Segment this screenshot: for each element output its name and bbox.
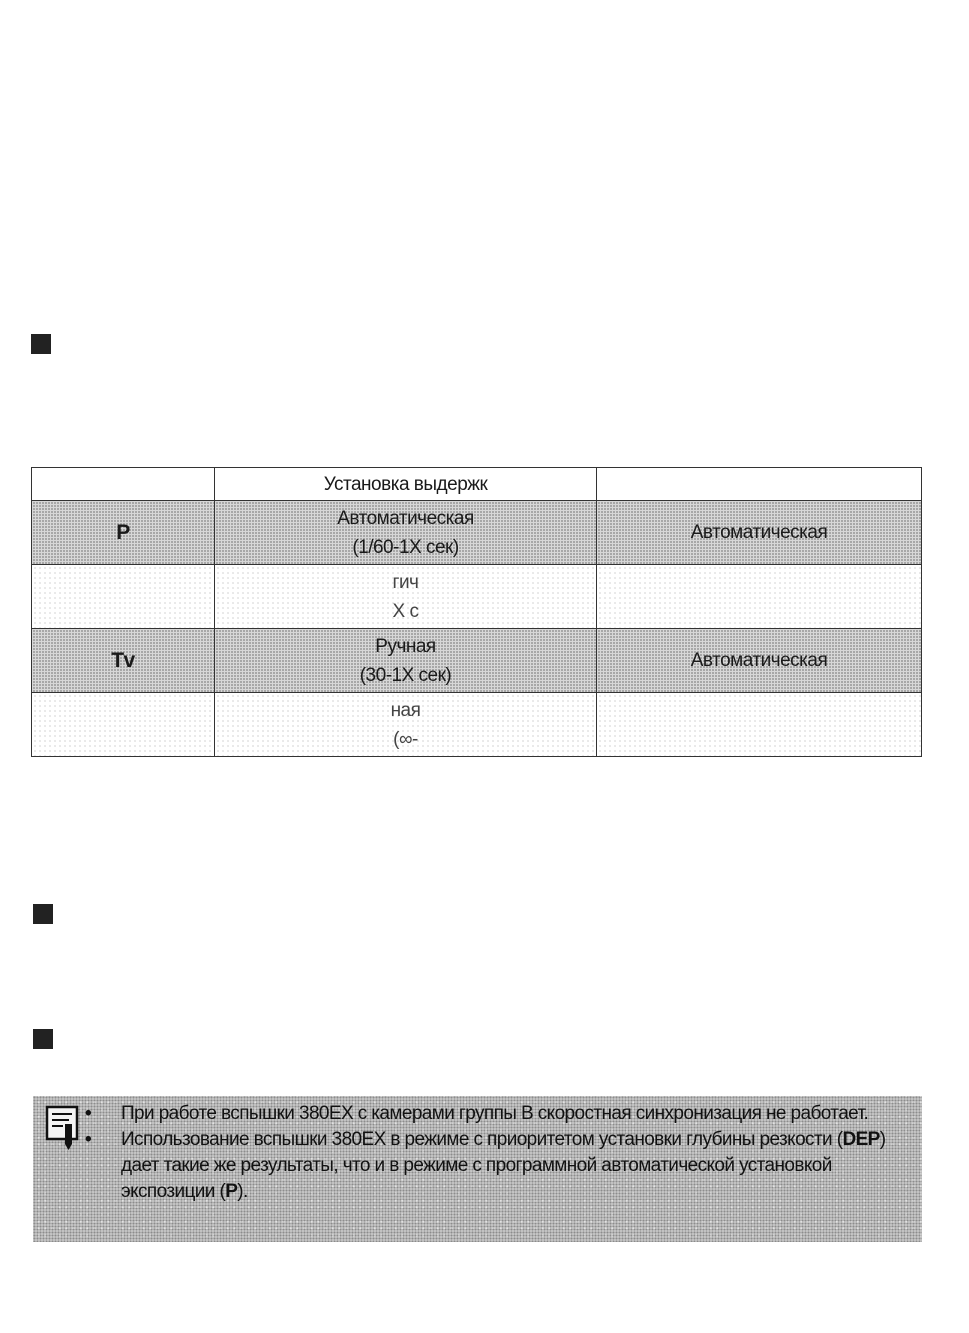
- shutter-line: Ручная: [375, 635, 436, 657]
- mode-cell: [32, 501, 215, 565]
- header-cell-mode: [32, 468, 215, 501]
- shutter-cell: [215, 501, 597, 565]
- table-row: [32, 629, 922, 693]
- mode-label: P: [116, 520, 130, 544]
- note-pencil-icon: [45, 1104, 81, 1152]
- square-bullet-icon: [33, 904, 53, 924]
- shutter-cell: [215, 693, 597, 757]
- aperture-cell: Автоматическая: [597, 501, 922, 565]
- shutter-cell: [215, 629, 597, 693]
- shutter-line: Автоматическая: [337, 507, 474, 529]
- square-bullet-icon: [33, 1029, 53, 1049]
- shutter-line: ная: [390, 699, 421, 721]
- aperture-cell: Автоматическая: [597, 629, 922, 693]
- note-box: [33, 1096, 922, 1242]
- header-cell-shutter: Установка выдержк: [215, 468, 597, 501]
- note-list: [85, 1101, 910, 1205]
- shutter-range: (30-1X сек): [359, 664, 452, 686]
- mode-abbrev-dep: DEP: [842, 1129, 880, 1150]
- shutter-range: X с: [392, 600, 419, 622]
- mode-cell: [32, 693, 215, 757]
- note-text-part: Использование вспышки 380EX в режиме с приоритетом установки глубины резкости (: [121, 1129, 843, 1150]
- aperture-cell: [597, 565, 922, 629]
- note-text-part: ).: [237, 1181, 248, 1202]
- square-bullet-icon: [31, 334, 51, 354]
- table-row: [32, 693, 922, 757]
- note-item: [85, 1101, 910, 1127]
- header-cell-aperture: [597, 468, 922, 501]
- note-text-part: ) дает такие же результаты, что и в режиме с программной автоматической установкой экспозиции (: [121, 1129, 886, 1202]
- note-text: При работе вспышки 380EX с камерами группы В скоростная синхронизация не работает.: [121, 1103, 869, 1124]
- note-item: [85, 1127, 910, 1205]
- mode-cell: [32, 629, 215, 693]
- mode-label: Tv: [111, 648, 135, 672]
- shutter-line: гич: [392, 571, 419, 593]
- shooting-mode-table: [31, 467, 922, 757]
- shutter-range: (∞-: [393, 728, 418, 750]
- shutter-cell: [215, 565, 597, 629]
- aperture-cell: [597, 693, 922, 757]
- table-row: [32, 501, 922, 565]
- mode-cell: [32, 565, 215, 629]
- table-row: [32, 565, 922, 629]
- table-header-row: [32, 468, 922, 501]
- mode-abbrev-p: P: [225, 1181, 238, 1202]
- shutter-range: (1/60-1X сек): [352, 536, 459, 558]
